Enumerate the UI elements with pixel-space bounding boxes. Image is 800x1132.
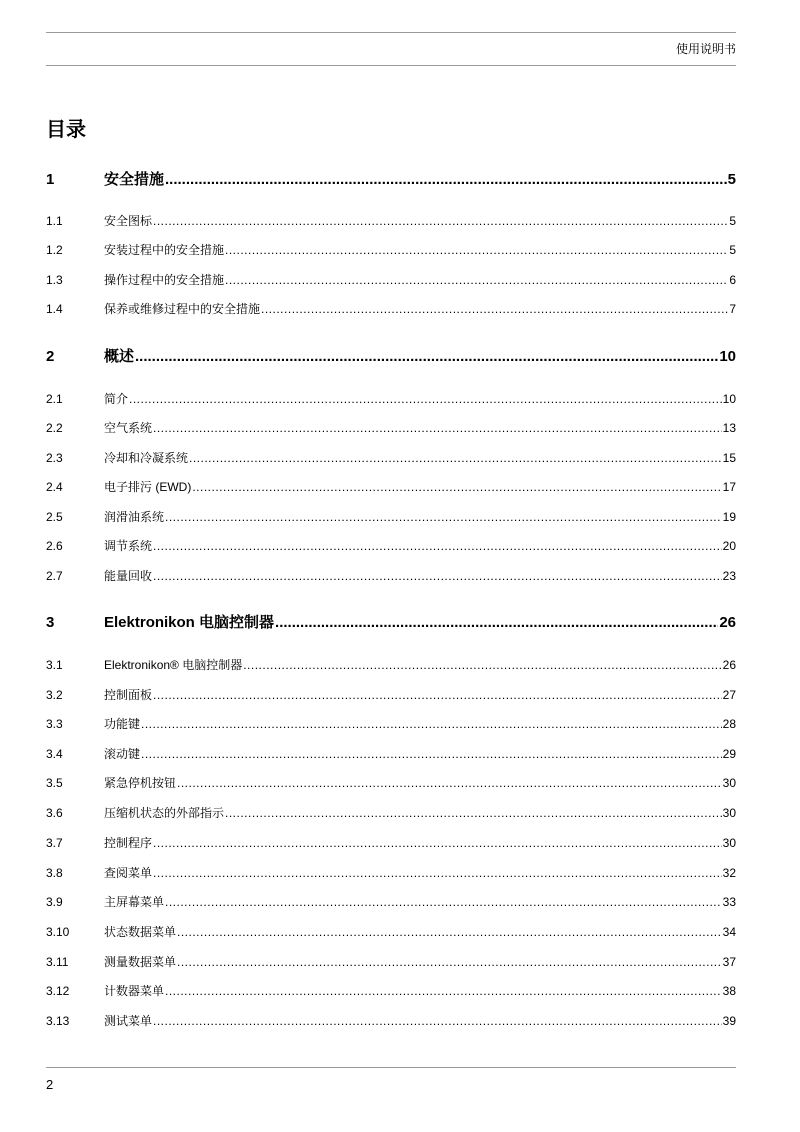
toc-entry-page: 6 [729,273,736,287]
toc-chapter-entry[interactable] [46,611,736,632]
toc-entry-title: 测试菜单 [104,1014,153,1028]
toc-section-entry[interactable] [46,686,736,703]
toc-dot-leader [189,451,722,465]
toc-entry-number: 3 [46,614,55,631]
toc-entry-title: 冷却和冷凝系统 [104,451,189,465]
toc-entry-title: 保养或维修过程中的安全措施 [104,302,261,316]
toc-section-entry[interactable] [46,300,736,317]
toc-entry-page: 17 [722,480,736,494]
toc-entry-page: 29 [722,747,736,761]
toc-entry-title: 紧急停机按钮 [104,776,177,790]
toc-section-entry[interactable] [46,508,736,525]
toc-dot-leader [165,984,722,998]
footer-rule [46,1067,736,1068]
toc-entry-page: 20 [722,539,736,553]
toc-entry-page: 19 [722,510,736,524]
toc-dot-leader [165,895,722,909]
toc-entry-title: 计数器菜单 [104,984,165,998]
toc-dot-leader [153,1014,722,1028]
toc-entry-number: 3.11 [46,955,69,969]
toc-entry-page: 33 [722,895,736,909]
toc-entry-title: 功能键 [104,717,141,731]
toc-entry-title: 电子排污 (EWD) [104,480,192,494]
toc-dot-leader [165,171,727,188]
toc-entry-page: 26 [719,614,736,631]
toc-entry-page: 39 [722,1014,736,1028]
toc-entry-title: 空气系统 [104,421,153,435]
header-rule-top [46,32,736,33]
toc-entry-page: 15 [722,451,736,465]
toc-entry-number: 3.6 [46,806,63,820]
toc-dot-leader [177,925,722,939]
toc-entry-page: 7 [729,302,736,316]
toc-entry-page: 27 [722,688,736,702]
toc-entry-number: 2.1 [46,392,63,406]
toc-chapter-entry[interactable] [46,345,736,366]
toc-entry-page: 10 [722,392,736,406]
toc-entry-title: 控制程序 [104,836,153,850]
toc-entry-page: 34 [722,925,736,939]
toc-section-entry[interactable] [46,804,736,821]
toc-entry-number: 3.5 [46,776,63,790]
toc-dot-leader [225,243,728,257]
toc-entry-number: 3.3 [46,717,63,731]
toc-dot-leader [225,806,722,820]
toc-section-entry[interactable] [46,953,736,970]
toc-dot-leader [261,302,728,316]
toc-entry-title: 测量数据菜单 [104,955,177,969]
toc-entry-title: 操作过程中的安全措施 [104,273,225,287]
toc-entry-title: 安全图标 [104,214,153,228]
toc-section-entry[interactable] [46,923,736,940]
toc-dot-leader [141,747,722,761]
toc-section-entry[interactable] [46,567,736,584]
toc-entry-page: 32 [722,866,736,880]
header-title: 使用说明书 [675,42,736,56]
toc-entry-page: 26 [722,658,736,672]
toc-entry-page: 30 [722,776,736,790]
toc-entry-page: 10 [719,348,736,365]
toc-dot-leader [165,510,722,524]
toc-entry-number: 2.6 [46,539,63,553]
toc-section-entry[interactable] [46,212,736,229]
toc-dot-leader [153,866,722,880]
toc-entry-title: 状态数据菜单 [104,925,177,939]
toc-entry-number: 2.7 [46,569,63,583]
toc-entry-title: 简介 [104,392,129,406]
toc-section-entry[interactable] [46,656,736,673]
toc-section-entry[interactable] [46,982,736,999]
header-rule-bottom [46,65,736,66]
toc-entry-number: 1.1 [46,214,63,228]
toc-entry-title: 控制面板 [104,688,153,702]
toc-entry-number: 2 [46,348,55,365]
toc-section-entry[interactable] [46,745,736,762]
toc-dot-leader [153,214,728,228]
toc-dot-leader [153,688,722,702]
toc-entry-page: 23 [722,569,736,583]
toc-section-entry[interactable] [46,1012,736,1029]
toc-section-entry[interactable] [46,774,736,791]
toc-dot-leader [153,539,722,553]
toc-dot-leader [129,392,722,406]
toc-entry-title: 能量回收 [104,569,153,583]
toc-dot-leader [275,614,718,631]
toc-entry-number: 1.4 [46,302,63,316]
toc-entry-title: 压缩机状态的外部指示 [104,806,225,820]
toc-dot-leader [177,955,722,969]
toc-entry-number: 3.9 [46,895,63,909]
toc-entry-number: 2.5 [46,510,63,524]
toc-entry-page: 13 [722,421,736,435]
toc-entry-page: 37 [722,955,736,969]
toc-section-entry[interactable] [46,715,736,732]
toc-entry-number: 3.10 [46,925,70,939]
toc-entry-number: 1.3 [46,273,63,287]
toc-entry-page: 5 [729,243,736,257]
toc-entry-number: 3.13 [46,1014,70,1028]
toc-entry-title: 主屏幕菜单 [104,895,165,909]
toc-entry-title: 润滑油系统 [104,510,165,524]
toc-dot-leader [177,776,722,790]
toc-entry-page: 30 [722,836,736,850]
toc-entry-number: 2.3 [46,451,63,465]
toc-chapter-entry[interactable] [46,168,736,189]
toc-dot-leader [153,836,722,850]
toc-section-entry[interactable] [46,390,736,407]
toc-dot-leader [153,569,722,583]
toc-entry-title: Elektronikon 电脑控制器 [104,614,275,631]
toc-entry-number: 3.12 [46,984,70,998]
toc-entry-title: 调节系统 [104,539,153,553]
toc-section-entry[interactable] [46,271,736,288]
toc-entry-number: 3.2 [46,688,63,702]
toc-entry-page: 30 [722,806,736,820]
toc-entry-title: Elektronikon® 电脑控制器 [104,658,243,672]
toc-section-entry[interactable] [46,419,736,436]
toc-entry-title: 滚动键 [104,747,141,761]
toc-entry-title: 安全措施 [104,171,165,188]
toc-dot-leader [192,480,721,494]
toc-entry-number: 2.2 [46,421,63,435]
toc-heading: 目录 [46,119,86,141]
toc-section-entry[interactable] [46,893,736,910]
toc-entry-page: 38 [722,984,736,998]
toc-entry-number: 3.8 [46,866,63,880]
toc-entry-number: 1.2 [46,243,63,257]
toc-dot-leader [243,658,721,672]
toc-entry-title: 查阅菜单 [104,866,153,880]
toc-dot-leader [135,348,718,365]
toc-entry-number: 3.4 [46,747,63,761]
toc-dot-leader [141,717,722,731]
toc-entry-title: 概述 [104,348,135,365]
toc-entry-number: 3.7 [46,836,63,850]
page-number: 2 [46,1077,54,1092]
toc-section-entry[interactable] [46,834,736,851]
toc-section-entry[interactable] [46,537,736,554]
toc-section-entry[interactable] [46,241,736,258]
toc-entry-number: 1 [46,171,55,188]
toc-entry-page: 28 [722,717,736,731]
toc-section-entry[interactable] [46,864,736,881]
toc-entry-page: 5 [729,214,736,228]
toc-entry-page: 5 [727,171,736,188]
toc-dot-leader [153,421,722,435]
toc-entry-number: 2.4 [46,480,63,494]
toc-entry-title: 安装过程中的安全措施 [104,243,225,257]
toc-entry-number: 3.1 [46,658,63,672]
toc-section-entry[interactable] [46,449,736,466]
toc-dot-leader [225,273,728,287]
toc-section-entry[interactable] [46,478,736,495]
